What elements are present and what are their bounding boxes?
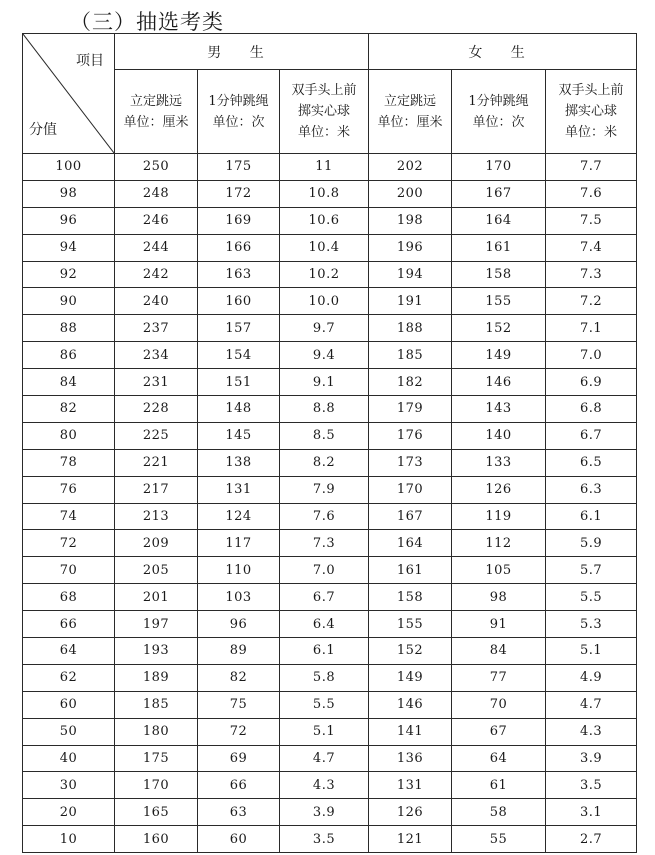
male-ball-throw-cell: 10.8 <box>280 180 369 207</box>
male-long-jump-cell: 231 <box>115 369 198 396</box>
female-ball-throw-cell: 4.9 <box>546 664 637 691</box>
male-long-jump-cell: 242 <box>115 261 198 288</box>
male-rope-skip-cell: 66 <box>198 772 280 799</box>
female-rope-skip-cell: 149 <box>452 342 546 369</box>
male-ball-throw-cell: 6.1 <box>280 638 369 665</box>
table-row <box>23 664 637 691</box>
female-ball-throw-cell: 6.5 <box>546 449 637 476</box>
score-cell: 76 <box>23 476 115 503</box>
male-rope-skip-cell: 160 <box>198 288 280 315</box>
female-ball-throw-cell: 7.2 <box>546 288 637 315</box>
table-row <box>23 530 637 557</box>
score-cell: 66 <box>23 611 115 638</box>
male-ball-throw-header: 双手头上前 掷实心球 单位：米 <box>280 70 369 154</box>
male-long-jump-header: 立定跳远 单位：厘米 <box>115 70 198 154</box>
male-rope-skip-cell: 63 <box>198 799 280 826</box>
score-cell: 88 <box>23 315 115 342</box>
table-row <box>23 288 637 315</box>
male-rope-skip-cell: 163 <box>198 261 280 288</box>
table-row <box>23 638 637 665</box>
female-rope-skip-cell: 152 <box>452 315 546 342</box>
male-long-jump-cell: 234 <box>115 342 198 369</box>
table-row <box>23 422 637 449</box>
male-ball-throw-cell: 5.5 <box>280 691 369 718</box>
male-long-jump-cell: 217 <box>115 476 198 503</box>
female-long-jump-cell: 152 <box>369 638 452 665</box>
male-ball-throw-cell: 5.8 <box>280 664 369 691</box>
male-rope-skip-cell: 124 <box>198 503 280 530</box>
table-row <box>23 718 637 745</box>
female-ball-throw-cell: 3.9 <box>546 745 637 772</box>
male-rope-skip-cell: 131 <box>198 476 280 503</box>
female-long-jump-cell: 149 <box>369 664 452 691</box>
male-long-jump-cell: 240 <box>115 288 198 315</box>
male-rope-skip-cell: 103 <box>198 584 280 611</box>
male-long-jump-cell: 175 <box>115 745 198 772</box>
scoring-table <box>22 33 637 853</box>
female-rope-skip-cell: 158 <box>452 261 546 288</box>
male-ball-throw-cell: 10.6 <box>280 207 369 234</box>
female-long-jump-cell: 131 <box>369 772 452 799</box>
female-ball-throw-cell: 6.7 <box>546 422 637 449</box>
corner-header-cell <box>23 34 115 154</box>
male-ball-throw-cell: 4.3 <box>280 772 369 799</box>
female-rope-skip-cell: 67 <box>452 718 546 745</box>
male-rope-skip-cell: 110 <box>198 557 280 584</box>
score-cell: 98 <box>23 180 115 207</box>
score-cell: 78 <box>23 449 115 476</box>
female-rope-skip-cell: 112 <box>452 530 546 557</box>
female-ball-throw-cell: 6.9 <box>546 369 637 396</box>
female-long-jump-cell: 136 <box>369 745 452 772</box>
male-ball-throw-cell: 10.0 <box>280 288 369 315</box>
male-rope-skip-cell: 151 <box>198 369 280 396</box>
female-ball-throw-cell: 5.9 <box>546 530 637 557</box>
female-rope-skip-cell: 64 <box>452 745 546 772</box>
female-long-jump-cell: 196 <box>369 234 452 261</box>
score-cell: 20 <box>23 799 115 826</box>
male-long-jump-cell: 225 <box>115 422 198 449</box>
male-long-jump-cell: 201 <box>115 584 198 611</box>
score-cell: 68 <box>23 584 115 611</box>
male-long-jump-cell: 248 <box>115 180 198 207</box>
female-ball-throw-cell: 7.7 <box>546 154 637 181</box>
female-rope-skip-cell: 91 <box>452 611 546 638</box>
male-long-jump-cell: 170 <box>115 772 198 799</box>
female-rope-skip-cell: 170 <box>452 154 546 181</box>
score-cell: 86 <box>23 342 115 369</box>
female-rope-skip-cell: 61 <box>452 772 546 799</box>
female-long-jump-cell: 141 <box>369 718 452 745</box>
female-rope-skip-cell: 70 <box>452 691 546 718</box>
score-cell: 70 <box>23 557 115 584</box>
male-long-jump-cell: 185 <box>115 691 198 718</box>
table-row <box>23 207 637 234</box>
table-row <box>23 154 637 181</box>
female-ball-throw-cell: 5.5 <box>546 584 637 611</box>
male-rope-skip-cell: 117 <box>198 530 280 557</box>
score-label: 分值 <box>29 122 57 138</box>
male-ball-throw-cell: 8.2 <box>280 449 369 476</box>
female-ball-throw-cell: 7.5 <box>546 207 637 234</box>
female-long-jump-cell: 121 <box>369 826 452 853</box>
female-ball-throw-cell: 4.7 <box>546 691 637 718</box>
male-long-jump-cell: 197 <box>115 611 198 638</box>
female-rope-skip-cell: 164 <box>452 207 546 234</box>
page-title: （三）抽选考类 <box>70 10 224 34</box>
score-cell: 50 <box>23 718 115 745</box>
male-ball-throw-cell: 3.9 <box>280 799 369 826</box>
male-long-jump-cell: 228 <box>115 396 198 423</box>
score-cell: 64 <box>23 638 115 665</box>
score-cell: 40 <box>23 745 115 772</box>
score-cell: 94 <box>23 234 115 261</box>
score-cell: 90 <box>23 288 115 315</box>
table-row <box>23 584 637 611</box>
male-rope-skip-cell: 169 <box>198 207 280 234</box>
male-rope-skip-cell: 172 <box>198 180 280 207</box>
female-ball-throw-header: 双手头上前 掷实心球 单位：米 <box>546 70 637 154</box>
female-rope-skip-cell: 133 <box>452 449 546 476</box>
female-rope-skip-cell: 77 <box>452 664 546 691</box>
male-long-jump-cell: 165 <box>115 799 198 826</box>
score-cell: 72 <box>23 530 115 557</box>
score-cell: 10 <box>23 826 115 853</box>
male-ball-throw-cell: 9.4 <box>280 342 369 369</box>
male-long-jump-cell: 250 <box>115 154 198 181</box>
male-rope-skip-cell: 154 <box>198 342 280 369</box>
table-row <box>23 772 637 799</box>
score-cell: 82 <box>23 396 115 423</box>
table-row <box>23 342 637 369</box>
female-ball-throw-cell: 3.1 <box>546 799 637 826</box>
male-ball-throw-cell: 6.7 <box>280 584 369 611</box>
table-row <box>23 503 637 530</box>
female-rope-skip-cell: 161 <box>452 234 546 261</box>
male-long-jump-cell: 246 <box>115 207 198 234</box>
score-cell: 80 <box>23 422 115 449</box>
table-row <box>23 449 637 476</box>
female-long-jump-cell: 161 <box>369 557 452 584</box>
male-long-jump-cell: 221 <box>115 449 198 476</box>
male-long-jump-cell: 189 <box>115 664 198 691</box>
male-rope-skip-cell: 75 <box>198 691 280 718</box>
female-rope-skip-cell: 58 <box>452 799 546 826</box>
score-cell: 62 <box>23 664 115 691</box>
female-long-jump-cell: 200 <box>369 180 452 207</box>
female-long-jump-cell: 173 <box>369 449 452 476</box>
male-rope-skip-cell: 145 <box>198 422 280 449</box>
female-ball-throw-cell: 6.3 <box>546 476 637 503</box>
female-ball-throw-cell: 7.1 <box>546 315 637 342</box>
female-rope-skip-cell: 55 <box>452 826 546 853</box>
score-cell: 92 <box>23 261 115 288</box>
male-rope-skip-cell: 157 <box>198 315 280 342</box>
female-ball-throw-cell: 4.3 <box>546 718 637 745</box>
table-row <box>23 611 637 638</box>
female-ball-throw-cell: 5.1 <box>546 638 637 665</box>
table-row <box>23 315 637 342</box>
male-ball-throw-cell: 7.0 <box>280 557 369 584</box>
male-rope-skip-header: 1分钟跳绳 单位：次 <box>198 70 280 154</box>
score-cell: 84 <box>23 369 115 396</box>
female-group-header: 女 生 <box>369 34 637 70</box>
female-long-jump-cell: 164 <box>369 530 452 557</box>
female-rope-skip-cell: 126 <box>452 476 546 503</box>
female-long-jump-cell: 198 <box>369 207 452 234</box>
table-row <box>23 234 637 261</box>
male-long-jump-cell: 160 <box>115 826 198 853</box>
female-ball-throw-cell: 6.8 <box>546 396 637 423</box>
score-cell: 60 <box>23 691 115 718</box>
table-body <box>23 154 637 853</box>
table-row <box>23 691 637 718</box>
female-rope-skip-cell: 143 <box>452 396 546 423</box>
male-rope-skip-cell: 82 <box>198 664 280 691</box>
score-cell: 96 <box>23 207 115 234</box>
male-ball-throw-cell: 4.7 <box>280 745 369 772</box>
male-ball-throw-cell: 8.5 <box>280 422 369 449</box>
male-long-jump-cell: 237 <box>115 315 198 342</box>
female-long-jump-cell: 194 <box>369 261 452 288</box>
female-ball-throw-cell: 7.4 <box>546 234 637 261</box>
male-rope-skip-cell: 175 <box>198 154 280 181</box>
male-rope-skip-cell: 148 <box>198 396 280 423</box>
male-ball-throw-cell: 9.7 <box>280 315 369 342</box>
female-long-jump-cell: 179 <box>369 396 452 423</box>
female-long-jump-cell: 185 <box>369 342 452 369</box>
male-ball-throw-cell: 7.9 <box>280 476 369 503</box>
female-rope-skip-cell: 105 <box>452 557 546 584</box>
female-long-jump-cell: 191 <box>369 288 452 315</box>
male-rope-skip-cell: 96 <box>198 611 280 638</box>
table-row <box>23 180 637 207</box>
table-row <box>23 369 637 396</box>
female-long-jump-cell: 170 <box>369 476 452 503</box>
male-long-jump-cell: 244 <box>115 234 198 261</box>
male-ball-throw-cell: 3.5 <box>280 826 369 853</box>
male-ball-throw-cell: 7.6 <box>280 503 369 530</box>
female-long-jump-cell: 182 <box>369 369 452 396</box>
female-ball-throw-cell: 5.3 <box>546 611 637 638</box>
score-cell: 100 <box>23 154 115 181</box>
male-long-jump-cell: 180 <box>115 718 198 745</box>
male-ball-throw-cell: 9.1 <box>280 369 369 396</box>
female-rope-skip-cell: 155 <box>452 288 546 315</box>
female-long-jump-header: 立定跳远 单位：厘米 <box>369 70 452 154</box>
table-row <box>23 745 637 772</box>
male-ball-throw-cell: 11 <box>280 154 369 181</box>
female-long-jump-cell: 176 <box>369 422 452 449</box>
female-long-jump-cell: 188 <box>369 315 452 342</box>
female-ball-throw-cell: 7.3 <box>546 261 637 288</box>
female-ball-throw-cell: 5.7 <box>546 557 637 584</box>
male-rope-skip-cell: 89 <box>198 638 280 665</box>
male-long-jump-cell: 193 <box>115 638 198 665</box>
male-ball-throw-cell: 7.3 <box>280 530 369 557</box>
female-long-jump-cell: 126 <box>369 799 452 826</box>
male-ball-throw-cell: 6.4 <box>280 611 369 638</box>
male-rope-skip-cell: 60 <box>198 826 280 853</box>
female-rope-skip-cell: 146 <box>452 369 546 396</box>
female-long-jump-cell: 158 <box>369 584 452 611</box>
female-rope-skip-cell: 119 <box>452 503 546 530</box>
female-rope-skip-cell: 98 <box>452 584 546 611</box>
table-row <box>23 557 637 584</box>
item-label: 项目 <box>76 53 104 69</box>
table-row <box>23 261 637 288</box>
score-cell: 74 <box>23 503 115 530</box>
female-long-jump-cell: 146 <box>369 691 452 718</box>
female-rope-skip-header: 1分钟跳绳 单位：次 <box>452 70 546 154</box>
male-rope-skip-cell: 138 <box>198 449 280 476</box>
female-rope-skip-cell: 84 <box>452 638 546 665</box>
table-row <box>23 396 637 423</box>
male-long-jump-cell: 205 <box>115 557 198 584</box>
female-long-jump-cell: 202 <box>369 154 452 181</box>
male-rope-skip-cell: 72 <box>198 718 280 745</box>
male-rope-skip-cell: 166 <box>198 234 280 261</box>
male-ball-throw-cell: 10.2 <box>280 261 369 288</box>
female-ball-throw-cell: 2.7 <box>546 826 637 853</box>
male-ball-throw-cell: 5.1 <box>280 718 369 745</box>
male-ball-throw-cell: 10.4 <box>280 234 369 261</box>
female-ball-throw-cell: 7.6 <box>546 180 637 207</box>
table-row <box>23 826 637 853</box>
male-long-jump-cell: 209 <box>115 530 198 557</box>
female-rope-skip-cell: 140 <box>452 422 546 449</box>
male-long-jump-cell: 213 <box>115 503 198 530</box>
female-long-jump-cell: 167 <box>369 503 452 530</box>
female-ball-throw-cell: 7.0 <box>546 342 637 369</box>
table-row <box>23 799 637 826</box>
table-row <box>23 476 637 503</box>
male-ball-throw-cell: 8.8 <box>280 396 369 423</box>
male-group-header: 男 生 <box>115 34 369 70</box>
female-rope-skip-cell: 167 <box>452 180 546 207</box>
female-ball-throw-cell: 3.5 <box>546 772 637 799</box>
male-rope-skip-cell: 69 <box>198 745 280 772</box>
score-cell: 30 <box>23 772 115 799</box>
female-ball-throw-cell: 6.1 <box>546 503 637 530</box>
female-long-jump-cell: 155 <box>369 611 452 638</box>
